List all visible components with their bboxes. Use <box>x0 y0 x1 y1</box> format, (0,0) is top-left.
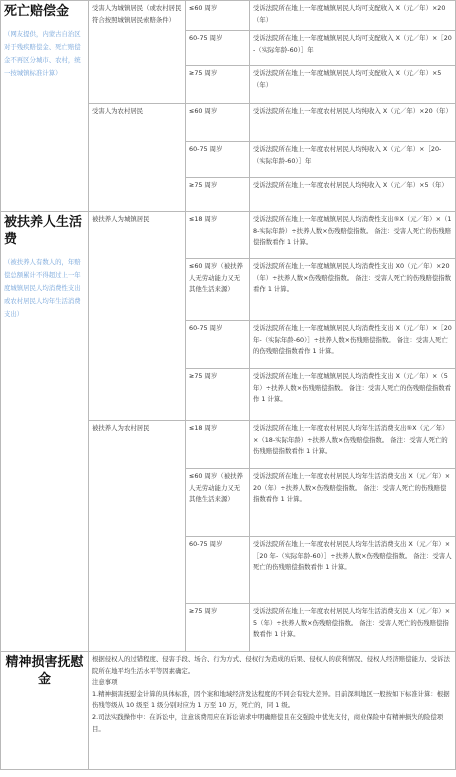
death-rural-formula-1: 受诉法院所在地上一年度农村居民人均纯收入 X（元／年）×20（年） <box>250 104 456 142</box>
death-rural-age-2: 60-75 周岁 <box>186 142 250 178</box>
death-urban-age-1: ≤60 周岁 <box>186 1 250 31</box>
dependent-rural-age-4: ≥75 周岁 <box>186 604 250 652</box>
dependent-urban-formula-1: 受诉法院所在地上一年度城镇居民人均消费性支出⑤X（元／年）×（18-实际年龄）÷扶养人数×伤残赔偿指数。 备注：受害人死亡的伤残赔偿指数看作 1 计算。 <box>250 212 456 259</box>
death-compensation-title: 死亡赔偿金 <box>4 4 70 19</box>
dependent-rural-age-1: ≤18 周岁 <box>186 421 250 469</box>
dependent-rural-formula-1: 受诉法院所在地上一年度农村居民人均年生活消费支出⑤X（元／年）×（18-实际年龄）÷扶养人数×伤残赔偿指数。 备注：受害人死亡的伤残赔偿指数看作 1 计算。 <box>250 421 456 469</box>
dependent-rural-formula-3: 受诉法院所在地上一年度农村居民人均年生活消费支出 X（元／年）×［20 年-（实际年龄-60）］÷扶养人数×伤残赔偿指数。 备注：受害人死亡的伤残赔偿指数看作 1 计算。 <box>250 537 456 604</box>
death-urban-age-2: 60-75 周岁 <box>186 31 250 66</box>
mental-damage-cell <box>1 652 89 770</box>
death-urban-formula-1: 受诉法院所在地上一年度城镇居民人均可支配收入 X（元／年）×20（年） <box>250 1 456 31</box>
dependent-urban-age-2: ≤60 周岁（被扶养人无劳动能力又无其他生活来源） <box>186 259 250 321</box>
death-urban-formula-2: 受诉法院所在地上一年度城镇居民人均可支配收入 X（元／年）×［20-（实际年龄-60）］年 <box>250 31 456 66</box>
death-rural-formula-3: 受诉法院所在地上一年度农村居民人均纯收入 X（元／年）×5（年） <box>250 178 456 212</box>
dependent-living-note: （被扶养人有数人的，年赔偿总额累计不得超过上一年度城镇居民人均消费性支出或农村居民人均年生活消费支出） <box>4 258 81 318</box>
dependent-urban-age-4: ≥75 周岁 <box>186 369 250 421</box>
death-rural-condition: 受害人为农村居民 <box>89 104 186 212</box>
mental-damage-notice-2: 2.司法实践操作中：在诉讼中，注意该费用应在诉讼请求中明确赔偿且在交强险中优先支付，商业保险中有精神损失的险偿项目。 <box>92 712 444 733</box>
dependent-urban-age-1: ≤18 周岁 <box>186 212 250 259</box>
dependent-urban-condition: 被扶养人为城镇居民 <box>89 212 186 421</box>
death-rural-age-1: ≤60 周岁 <box>186 104 250 142</box>
dependent-rural-formula-4: 受诉法院所在地上一年度农村居民人均年生活消费支出 X（元／年）×5（年）÷扶养人数×伤残赔偿指数。 备注：受害人死亡的伤残赔偿指数看作 1 计算。 <box>250 604 456 652</box>
death-urban-age-3: ≥75 周岁 <box>186 66 250 104</box>
death-rural-formula-2: 受诉法院所在地上一年度农村居民人均纯收入 X（元／年）×［20-（实际年龄-60）］年 <box>250 142 456 178</box>
dependent-urban-formula-2: 受诉法院所在地上一年度城镇居民人均消费性支出 X0（元／年）×20（年）÷扶养人数×伤残赔偿指数。 备注：受害人死亡的伤残赔偿指数看作 1 计算。 <box>250 259 456 321</box>
dependent-urban-formula-4: 受诉法院所在地上一年度城镇居民人均消费性支出 X（元／年）×（5 年）÷扶养人数×伤残赔偿指数。 备注：受害人死亡的伤残赔偿指数看作 1 计算。 <box>250 369 456 421</box>
dependent-rural-condition: 被扶养人为农村居民 <box>89 421 186 652</box>
death-compensation-cell <box>1 1 89 212</box>
mental-damage-notice-heading: 注意事项 <box>92 678 118 687</box>
mental-damage-notice-1: 1.精神损害抚慰金计算的具体标准，因个案和地域经济发达程度的不同会有较大差异。目前深圳地区一般按如下标准计算：根据伤残等级从 10 级至 1 级分别对应为 1 万至 10 万，死亡的，同 1 级。 <box>92 689 450 710</box>
dependent-living-cell <box>1 212 89 652</box>
death-urban-condition: 受害人为城镇居民（或农村居民符合按照城镇居民索赔条件） <box>89 1 186 104</box>
death-rural-age-3: ≥75 周岁 <box>186 178 250 212</box>
dependent-urban-age-3: 60-75 周岁 <box>186 321 250 369</box>
death-compensation-note: （网友提供，内蒙古自治区对于残疾赔偿金、死亡赔偿金不再区分城市、农村，统一按城镇标准计算） <box>4 30 81 77</box>
dependent-rural-formula-2: 受诉法院所在地上一年度农村居民人均年生活消费支出 X（元／年）×20（年）÷扶养人数×伤残赔偿指数。 备注：受害人死亡的伤残赔偿指数看作 1 计算。 <box>250 469 456 537</box>
dependent-living-title: 被扶养人生活费 <box>4 215 83 247</box>
mental-damage-intro: 根据侵权人的过错程度、侵害手段、场合、行为方式、侵权行为造成的后果、侵权人的获利情况、侵权人经济赔偿能力、受诉法院所在地平均生活水平等因素确定。 <box>92 655 450 675</box>
mental-damage-title: 精神损害抚慰金 <box>5 655 84 687</box>
death-urban-formula-3: 受诉法院所在地上一年度城镇居民人均可支配收入 X（元／年）×5（年） <box>250 66 456 104</box>
mental-damage-notes <box>89 652 456 770</box>
dependent-rural-age-2: ≤60 周岁（被扶养人无劳动能力又无其他生活来源） <box>186 469 250 537</box>
dependent-urban-formula-3: 受诉法院所在地上一年度城镇居民人均消费性支出 X（元／年）×［20 年-（实际年龄-60）］÷扶养人数×伤残赔偿指数。 备注：受害人死亡的伤残赔偿指数看作 1 计算。 <box>250 321 456 369</box>
dependent-rural-age-3: 60-75 周岁 <box>186 537 250 604</box>
